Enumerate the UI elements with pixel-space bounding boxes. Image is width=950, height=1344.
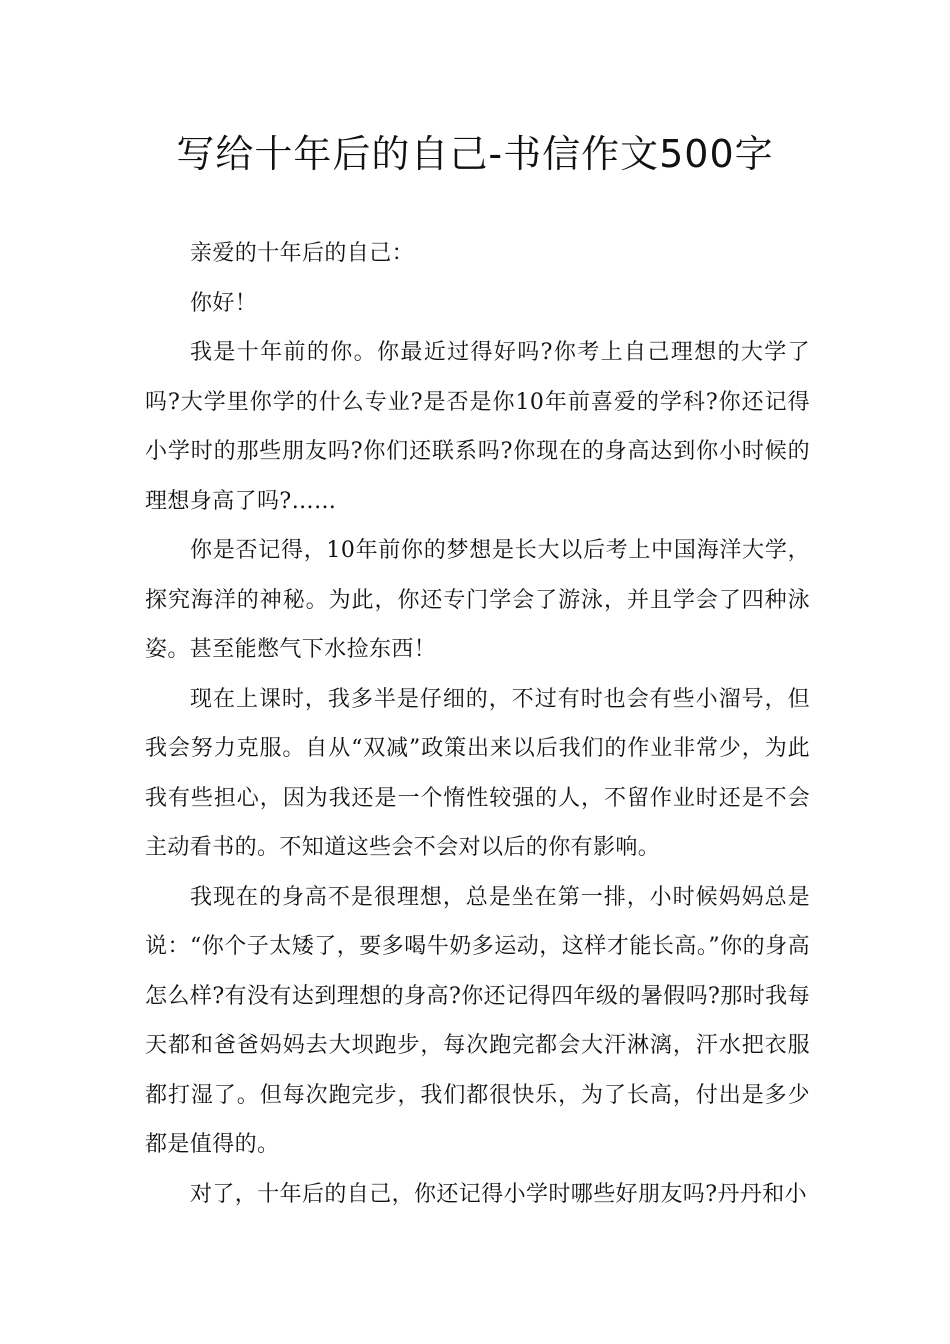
- paragraph-intro: 我是十年前的你。你最近过得好吗?你考上自己理想的大学了吗?大学里你学的什么专业?是否是你10年前喜爱的学科?你还记得小学时的那些朋友吗?你们还联系吗?你现在的身高达到你小时候的理想身高了吗?……: [145, 340, 810, 514]
- paragraph-height: 我现在的身高不是很理想，总是坐在第一排，小时候妈妈总是说：“你个子太矮了，要多喝牛奶多运动，这样才能长高。”你的身高怎么样?有没有达到理想的身高?你还记得四年级的暑假吗?那时我每天都和爸爸妈妈去大坝跑步，每次跑完都会大汗淋漓，汗水把衣服都打湿了。但每次跑完步，我们都很快乐，为了长高，付出是多少都是值得的。: [145, 884, 810, 1157]
- document-title: 写给十年后的自己-书信作文500字: [176, 132, 774, 176]
- letter-body: [145, 229, 810, 1219]
- paragraph-study: 现在上课时，我多半是仔细的，不过有时也会有些小溜号，但我会努力克服。自从“双减”政策出来以后我们的作业非常少，为此我有些担心，因为我还是一个惰性较强的人，不留作业时还是不会主动看书的。不知道这些会不会对以后的你有影响。: [145, 686, 810, 860]
- paragraph-dream: 你是否记得，10年前你的梦想是长大以后考上中国海洋大学，探究海洋的神秘。为此，你还专门学会了游泳，并且学会了四种泳姿。甚至能憋气下水捡东西！: [145, 538, 810, 662]
- paragraph-friends: 对了，十年后的自己，你还记得小学时哪些好朋友吗?丹丹和小: [190, 1181, 807, 1207]
- salutation: 亲爱的十年后的自己：: [190, 241, 415, 266]
- greeting: 你好！: [190, 290, 258, 316]
